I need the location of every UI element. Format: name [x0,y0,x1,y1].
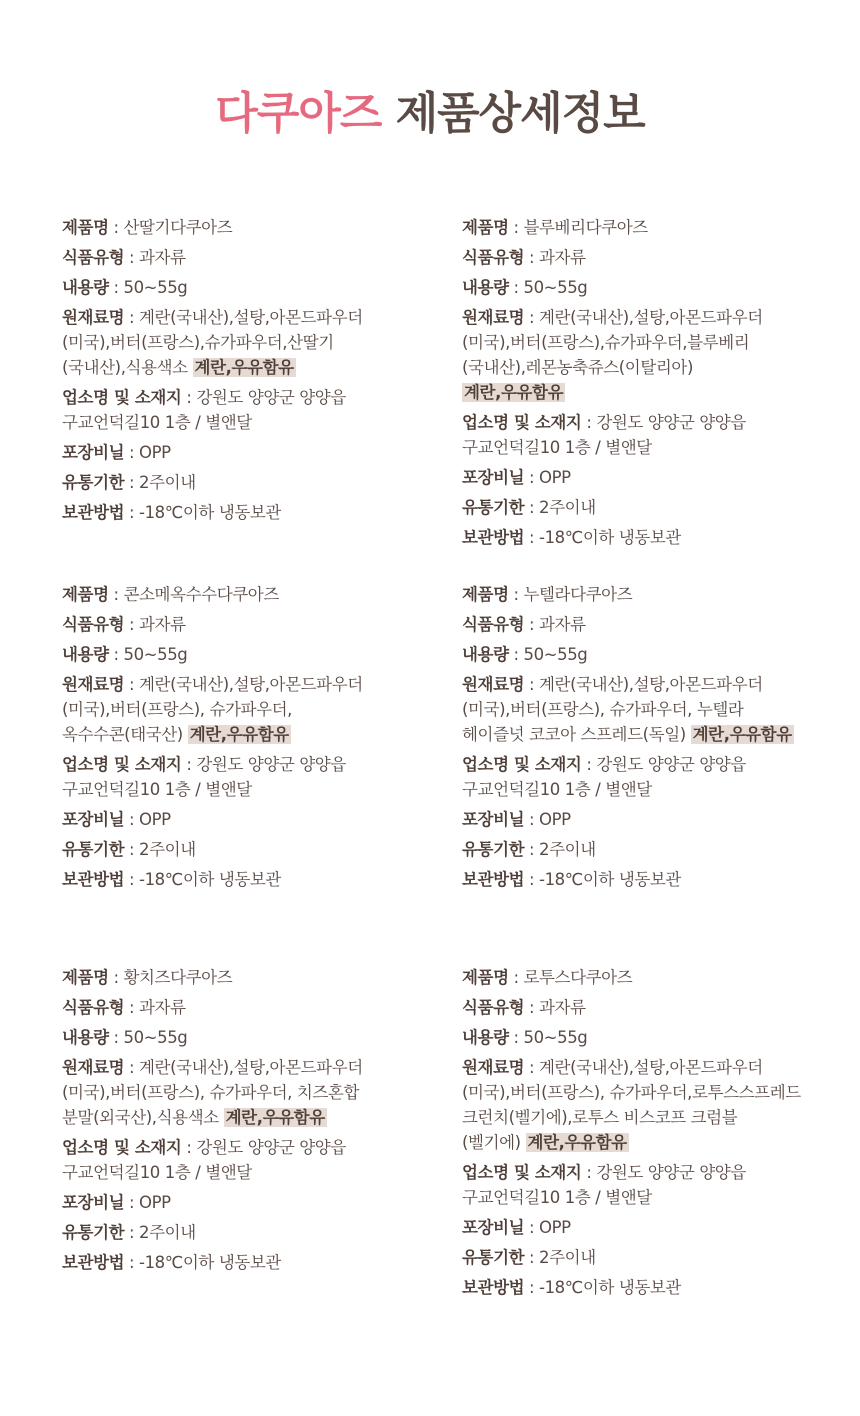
ingredients-row [62,1055,442,1130]
separator: : [524,248,540,267]
food-type-value: 과자류 [139,615,186,634]
separator: : [124,870,140,889]
packaging-label: 포장비닐 [462,468,525,487]
product-name-value: 누텔라다쿠아즈 [523,585,633,604]
volume-row [462,275,842,300]
separator: : [124,473,140,492]
volume-label: 내용량 [62,278,109,297]
separator: : [124,248,140,267]
packaging-label: 포장비닐 [62,810,125,829]
separator: : [508,968,524,987]
product-name-label: 제품명 [62,218,109,237]
volume-row [462,1025,842,1050]
maker-text: : 강원도 양양군 양양읍 [181,755,346,774]
title-accent: 다쿠아즈 [215,88,382,139]
shelf-life-value: 2주이내 [539,1248,596,1267]
separator: : [124,840,140,859]
maker-line [62,410,442,435]
separator: : [508,278,524,297]
maker-label: 업소명 및 소재지 [62,755,182,774]
title-rest: 제품상세정보 [395,88,645,139]
separator: : [124,1223,140,1242]
product-name-value: 산딸기다쿠아즈 [123,218,233,237]
ingredients-line [62,1055,442,1080]
maker-line [62,777,442,802]
food-type-value: 과자류 [539,615,586,634]
storage-row [462,1275,842,1300]
food-type-row [462,245,842,270]
ingredients-text: : 계란(국내산),설탕,아몬드파우더 [124,308,363,327]
product-name-label: 제품명 [462,585,509,604]
ingredients-text: : 계란(국내산),설탕,아몬드파우더 [524,675,763,694]
storage-value: -18℃이하 냉동보관 [139,1253,281,1272]
separator: : [508,645,524,664]
volume-row [462,642,842,667]
volume-label: 내용량 [462,645,509,664]
separator: : [524,998,540,1017]
ingredients-line [62,355,442,380]
separator: : [124,443,140,462]
maker-row [62,1135,442,1185]
separator: : [524,1278,540,1297]
ingredients-line [462,1105,842,1130]
separator: : [108,968,124,987]
shelf-life-row [62,837,442,862]
storage-row [62,1250,442,1275]
allergen-highlight: 계란,우유함유 [225,1108,325,1127]
maker-label: 업소명 및 소재지 [62,1138,182,1157]
ingredients-line [462,1055,842,1080]
ingredients-line [462,1130,842,1155]
food-type-row [62,245,442,270]
food-type-label: 식품유형 [62,248,125,267]
maker-text: 구교언덕길10 1층 / 별앤달 [62,780,252,799]
shelf-life-label: 유통기한 [62,1223,125,1242]
volume-row [62,642,442,667]
shelf-life-value: 2주이내 [139,473,196,492]
ingredients-row [462,305,842,405]
separator: : [108,278,124,297]
product-name-row [462,582,842,607]
ingredients-line [462,1080,842,1105]
ingredients-line [62,1105,442,1130]
maker-row [62,385,442,435]
product-info-3 [62,582,442,897]
storage-value: -18℃이하 냉동보관 [539,528,681,547]
ingredients-line [62,305,442,330]
allergen-highlight: 계란,우유함유 [189,725,289,744]
separator: : [524,870,540,889]
storage-label: 보관방법 [62,503,125,522]
packaging-label: 포장비닐 [462,810,525,829]
food-type-value: 과자류 [139,998,186,1017]
ingredients-line [62,722,442,747]
shelf-life-label: 유통기한 [462,498,525,517]
ingredients-text: (벨기에) [462,1133,526,1152]
separator: : [524,468,540,487]
maker-text: 구교언덕길10 1층 / 별앤달 [462,780,652,799]
packaging-value: OPP [139,1193,171,1212]
food-type-row [62,995,442,1020]
separator: : [524,1248,540,1267]
volume-label: 내용량 [462,278,509,297]
product-info-1 [62,215,442,530]
ingredients-text: (국내산),식용색소 [62,358,193,377]
allergen-highlight: 계란,우유함유 [464,383,564,402]
separator: : [508,1028,524,1047]
volume-row [62,275,442,300]
volume-label: 내용량 [62,645,109,664]
maker-line [62,1135,442,1160]
ingredients-text: : 계란(국내산),설탕,아몬드파우더 [124,1058,363,1077]
ingredients-text: (미국),버터(프랑스), 슈가파우더, 치즈혼합 [62,1083,359,1102]
volume-value: 50~55g [123,1028,188,1047]
volume-value: 50~55g [123,278,188,297]
food-type-row [62,612,442,637]
product-name-row [462,215,842,240]
volume-label: 내용량 [62,1028,109,1047]
food-type-label: 식품유형 [462,248,525,267]
allergen-highlight: 계란,우유함유 [692,725,792,744]
separator: : [108,1028,124,1047]
shelf-life-row [462,495,842,520]
shelf-life-row [62,1220,442,1245]
storage-row [62,867,442,892]
product-info-4 [462,582,842,897]
volume-value: 50~55g [523,278,588,297]
volume-label: 내용량 [462,1028,509,1047]
ingredients-line [462,672,842,697]
product-name-row [462,965,842,990]
separator: : [124,503,140,522]
shelf-life-row [62,470,442,495]
maker-text: 구교언덕길10 1층 / 별앤달 [62,1163,252,1182]
storage-label: 보관방법 [62,1253,125,1272]
ingredients-line [462,355,842,380]
maker-line [462,1185,842,1210]
ingredients-line [62,697,442,722]
storage-label: 보관방법 [462,1278,525,1297]
food-type-label: 식품유형 [462,615,525,634]
maker-line [462,435,842,460]
packaging-label: 포장비닐 [462,1218,525,1237]
packaging-row [462,1215,842,1240]
ingredients-text: 크런치(벨기에),로투스 비스코프 크럼블 [462,1108,738,1127]
ingredients-label: 원재료명 [62,308,125,327]
separator: : [508,585,524,604]
ingredients-text: (미국),버터(프랑스), 슈가파우더, 누텔라 [462,700,744,719]
packaging-row [462,807,842,832]
maker-row [462,410,842,460]
shelf-life-row [462,837,842,862]
ingredients-line [462,330,842,355]
ingredients-row [462,672,842,747]
ingredients-label: 원재료명 [462,308,525,327]
ingredients-text: (미국),버터(프랑스),슈가파우더,블루베리 [462,333,750,352]
ingredients-text: : 계란(국내산),설탕,아몬드파우더 [124,675,363,694]
food-type-value: 과자류 [539,248,586,267]
ingredients-text: 분말(외국산),식용색소 [62,1108,224,1127]
food-type-row [462,612,842,637]
shelf-life-label: 유통기한 [62,473,125,492]
product-name-value: 황치즈다쿠아즈 [123,968,233,987]
packaging-row [62,1190,442,1215]
storage-row [462,525,842,550]
separator: : [508,218,524,237]
maker-text: : 강원도 양양군 양양읍 [581,755,746,774]
food-type-row [462,995,842,1020]
page-title [0,86,860,142]
packaging-row [62,440,442,465]
ingredients-text: : 계란(국내산),설탕,아몬드파우더 [524,308,763,327]
separator: : [524,615,540,634]
shelf-life-value: 2주이내 [539,498,596,517]
storage-value: -18℃이하 냉동보관 [139,503,281,522]
shelf-life-row [462,1245,842,1270]
maker-label: 업소명 및 소재지 [462,1163,582,1182]
ingredients-row [62,672,442,747]
maker-text: 구교언덕길10 1층 / 별앤달 [62,413,252,432]
volume-value: 50~55g [523,645,588,664]
food-type-label: 식품유형 [62,615,125,634]
storage-label: 보관방법 [462,870,525,889]
ingredients-text: : 계란(국내산),설탕,아몬드파우더 [524,1058,763,1077]
separator: : [124,1253,140,1272]
storage-row [62,500,442,525]
ingredients-label: 원재료명 [462,675,525,694]
maker-line [462,752,842,777]
maker-line [62,385,442,410]
product-name-label: 제품명 [62,585,109,604]
separator: : [524,810,540,829]
ingredients-line [462,380,842,405]
ingredients-line [462,722,842,747]
ingredients-line [62,672,442,697]
separator: : [524,498,540,517]
ingredients-text: 헤이즐넛 코코아 스프레드(독일) [462,725,691,744]
maker-row [462,752,842,802]
product-info-5 [62,965,442,1280]
maker-text: : 강원도 양양군 양양읍 [581,1163,746,1182]
packaging-value: OPP [539,810,571,829]
storage-label: 보관방법 [462,528,525,547]
ingredients-text: (미국),버터(프랑스),슈가파우더,산딸기 [62,333,334,352]
separator: : [524,528,540,547]
storage-value: -18℃이하 냉동보관 [539,870,681,889]
shelf-life-value: 2주이내 [139,840,196,859]
separator: : [108,218,124,237]
separator: : [108,585,124,604]
shelf-life-value: 2주이내 [539,840,596,859]
maker-line [462,1160,842,1185]
ingredients-line [462,305,842,330]
product-name-value: 블루베리다쿠아즈 [523,218,648,237]
ingredients-label: 원재료명 [62,675,125,694]
packaging-label: 포장비닐 [62,443,125,462]
shelf-life-label: 유통기한 [462,840,525,859]
maker-line [62,752,442,777]
maker-label: 업소명 및 소재지 [462,413,582,432]
separator: : [124,615,140,634]
ingredients-text: (미국),버터(프랑스), 슈가파우더, [62,700,292,719]
shelf-life-label: 유통기한 [62,840,125,859]
maker-line [462,777,842,802]
volume-row [62,1025,442,1050]
food-type-label: 식품유형 [462,998,525,1017]
maker-text: : 강원도 양양군 양양읍 [181,1138,346,1157]
separator: : [124,998,140,1017]
product-name-row [62,965,442,990]
shelf-life-label: 유통기한 [462,1248,525,1267]
maker-label: 업소명 및 소재지 [462,755,582,774]
ingredients-text: (국내산),레몬농축쥬스(이탈리아) [462,358,694,377]
separator: : [124,810,140,829]
ingredients-row [62,305,442,380]
packaging-row [62,807,442,832]
maker-text: 구교언덕길10 1층 / 별앤달 [462,1188,652,1207]
product-info-2 [462,215,842,555]
ingredients-label: 원재료명 [62,1058,125,1077]
storage-value: -18℃이하 냉동보관 [139,870,281,889]
separator: : [524,1218,540,1237]
ingredients-text: (미국),버터(프랑스), 슈가파우더,로투스스프레드 [462,1083,801,1102]
maker-text: : 강원도 양양군 양양읍 [581,413,746,432]
volume-value: 50~55g [123,645,188,664]
allergen-highlight: 계란,우유함유 [527,1133,627,1152]
maker-text: 구교언덕길10 1층 / 별앤달 [462,438,652,457]
separator: : [524,840,540,859]
maker-row [462,1160,842,1210]
packaging-value: OPP [139,443,171,462]
product-name-label: 제품명 [462,968,509,987]
ingredients-label: 원재료명 [462,1058,525,1077]
product-name-row [62,215,442,240]
shelf-life-value: 2주이내 [139,1223,196,1242]
ingredients-line [462,697,842,722]
product-name-value: 콘소메옥수수다쿠아즈 [123,585,279,604]
packaging-label: 포장비닐 [62,1193,125,1212]
packaging-value: OPP [539,1218,571,1237]
food-type-value: 과자류 [539,998,586,1017]
product-name-label: 제품명 [62,968,109,987]
storage-row [462,867,842,892]
ingredients-line [62,330,442,355]
ingredients-text: 옥수수콘(태국산) [62,725,188,744]
food-type-label: 식품유형 [62,998,125,1017]
ingredients-line [62,1080,442,1105]
product-name-label: 제품명 [462,218,509,237]
packaging-row [462,465,842,490]
ingredients-row [462,1055,842,1155]
storage-label: 보관방법 [62,870,125,889]
storage-value: -18℃이하 냉동보관 [539,1278,681,1297]
product-name-row [62,582,442,607]
maker-label: 업소명 및 소재지 [62,388,182,407]
packaging-value: OPP [139,810,171,829]
packaging-value: OPP [539,468,571,487]
product-info-6 [462,965,842,1305]
maker-text: : 강원도 양양군 양양읍 [181,388,346,407]
maker-line [462,410,842,435]
product-name-value: 로투스다쿠아즈 [523,968,633,987]
maker-line [62,1160,442,1185]
maker-row [62,752,442,802]
separator: : [124,1193,140,1212]
food-type-value: 과자류 [139,248,186,267]
volume-value: 50~55g [523,1028,588,1047]
separator: : [108,645,124,664]
allergen-highlight: 계란,우유함유 [194,358,294,377]
